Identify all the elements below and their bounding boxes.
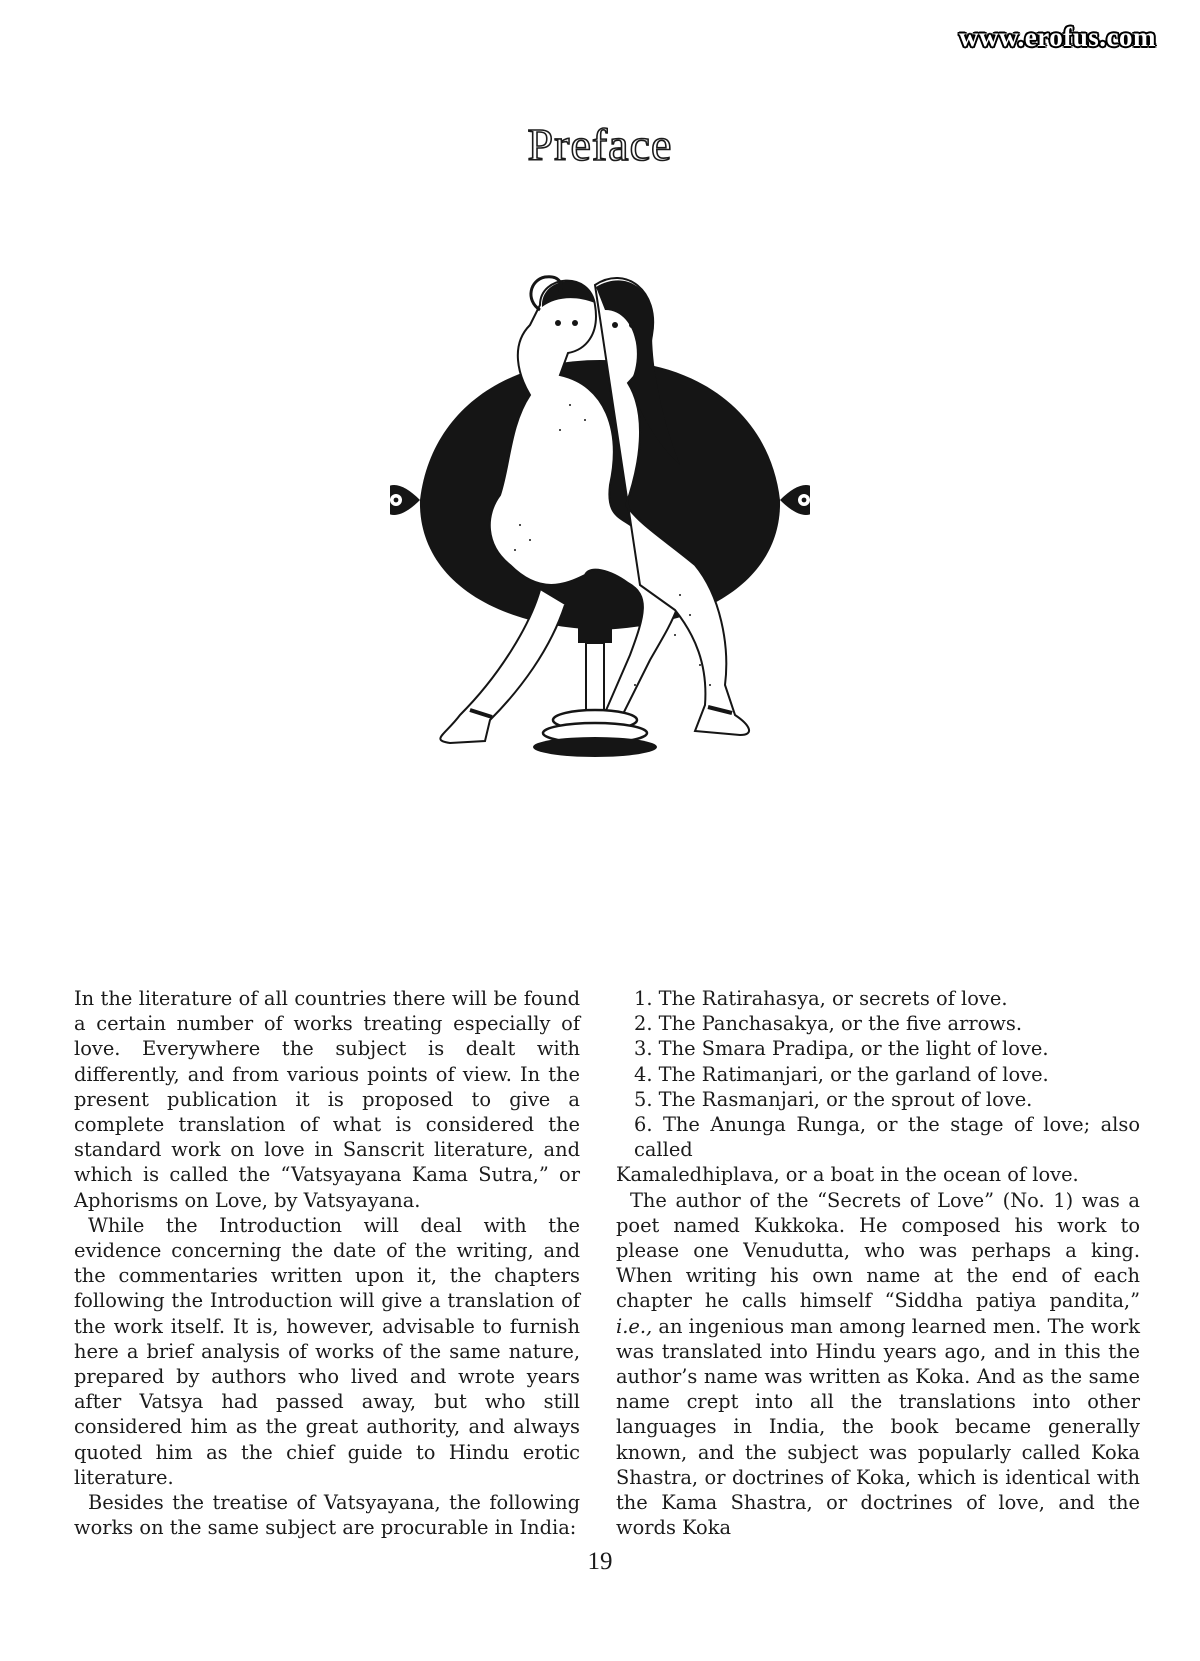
page-title: Preface [527,119,673,170]
list-item: 6. The Anunga Runga, or the stage of love; also called [634,1113,1140,1162]
paragraph: Besides the treatise of Vatsyayana, the following works on the same subject are procurable in India: [74,1491,580,1540]
watermark: www.erofus.com [959,22,1156,52]
illustration [390,265,810,785]
paragraph: In the literature of all countries there will be found a certain number of works treating especially of love. Everywhere the subject is dealt with differently, and from various points of view. In the present publication it is proposed to give a complete translation of what is considered the standard work on love in Sanscrit literature, and which is called the “Vatsyayana Kama Sutra,” or Aphorisms on Love, by Vatsyayana. [74,987,580,1212]
list-item-continuation: Kamaledhiplava, or a boat in the ocean of love. [616,1163,1079,1187]
works-list [616,986,1140,1162]
right-column [616,986,1140,1540]
list-item: 3. The Smara Pradipa, or the light of love. [634,1037,1049,1061]
list-item: 4. The Ratimanjari, or the garland of love. [634,1062,1049,1086]
list-item: 1. The Ratirahasya, or secrets of love. [634,987,1008,1010]
left-column [74,986,580,1540]
italic-text: i.e., [616,1314,653,1338]
paragraph: While the Introduction will deal with the evidence concerning the date of the writing, and the commentaries written upon it, the chapters following the Introduction will give a translation of the work itself. It is, however, advisable to furnish here a brief analysis of works of the same nature, prepared by authors who lived and wrote years after Vatsya had passed away, but who still considered him as the great authority, and always quoted him as the chief guide to Hindu erotic literature. [74,1213,580,1489]
list-item: 5. The Rasmanjari, or the sprout of love. [634,1087,1033,1111]
list-item: 2. The Panchasakya, or the five arrows. [634,1012,1023,1036]
text-run: The author of the “Secrets of Love” (No. 1) was a poet named Kukkoka. He composed his work to please one Venudutta, who was perhaps a king. When writing his own name at the end of each chapter he calls himself “Siddha patiya pandita,” [616,1188,1140,1313]
paragraph [616,1188,1140,1541]
text-run: an ingenious man among learned men. The work was translated into Hindu years ago, and in this the author’s name was written as Koka. And as the same name crept into all the translations into other languages in India, the book became generally known, and the subject was popularly called Koka Shastra, or doctrines of Koka, which is identical with the Kama Shastra, or doctrines of love, and the words Koka [616,1314,1140,1540]
page-number: 19 [587,1548,613,1575]
